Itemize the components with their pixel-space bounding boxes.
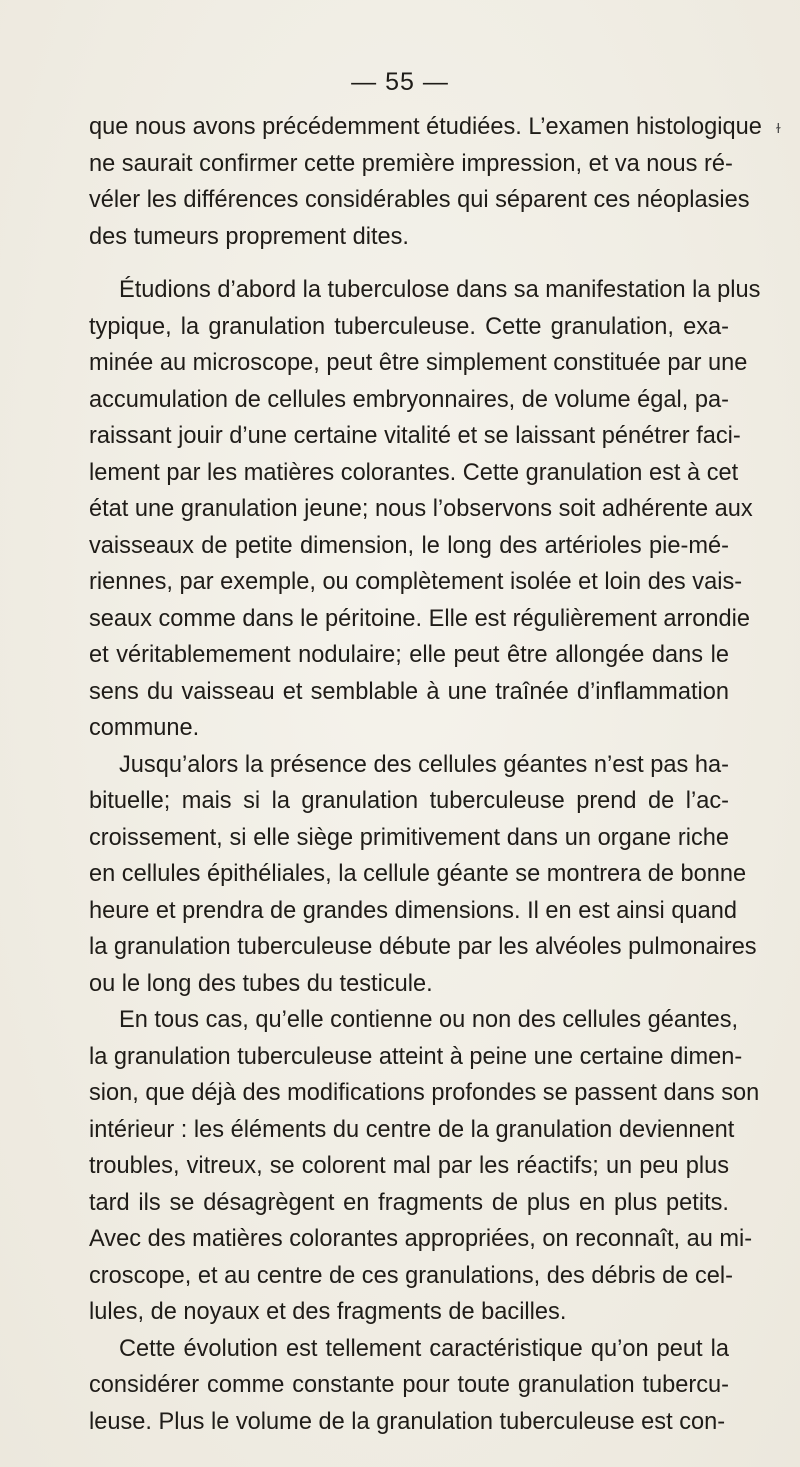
text-line: heure et prendra de grandes dimensions. Il en est ainsi quand xyxy=(89,897,737,924)
text-line: véler les différences considérables qui séparent ces néoplasies xyxy=(89,187,750,213)
text-line: la granulation tuberculeuse débute par les alvéoles pulmonaires xyxy=(89,934,757,960)
text-line: vaisseaux de petite dimension, le long des artérioles pie-mé- xyxy=(89,532,729,559)
text-line: bituelle; mais si la granulation tuberculeuse prend de l’ac- xyxy=(89,788,729,814)
text-line: troubles, vitreux, se colorent mal par les réactifs; un peu plus xyxy=(89,1153,729,1179)
text-line: lement par les matières colorantes. Cette granulation est à cet xyxy=(89,459,739,486)
text-line: En tous cas, qu’elle contienne ou non des cellules géantes, xyxy=(119,1007,739,1033)
margin-mark: ɫ xyxy=(776,120,781,136)
text-line: des tumeurs proprement dites. xyxy=(89,223,409,250)
text-line: lules, de noyaux et des fragments de bacilles. xyxy=(89,1299,567,1325)
text-line: intérieur : les éléments du centre de la granulation deviennent xyxy=(89,1116,735,1143)
text-line: seaux comme dans le péritoine. Elle est régulièrement arrondie xyxy=(89,605,750,632)
text-line: sion, que déjà des modifications profondes se passent dans son xyxy=(89,1080,760,1106)
text-line: que nous avons précédemment étudiées. L’examen histologique xyxy=(89,114,762,140)
paragraph-gap xyxy=(89,255,729,272)
text-line: en cellules épithéliales, la cellule géante se montrera de bonne xyxy=(89,861,747,887)
text-line: Avec des matières colorantes appropriées, on reconnaît, au mi- xyxy=(89,1226,753,1252)
text-line: état une granulation jeune; nous l’observons soit adhérente aux xyxy=(89,496,753,522)
text-line: typique, la granulation tuberculeuse. Cette granulation, exa- xyxy=(89,313,729,340)
text-line: tard ils se désagrègent en fragments de plus en plus petits. xyxy=(89,1189,729,1216)
text-line: ne saurait confirmer cette première impression, et va nous ré- xyxy=(89,150,733,177)
text-line: et véritablemement nodulaire; elle peut être allongée dans le xyxy=(89,642,729,668)
text-line: accumulation de cellules embryonnaires, de volume égal, pa- xyxy=(89,386,730,413)
body-text xyxy=(89,109,762,1440)
text-line: minée au microscope, peut être simplement constituée par une xyxy=(89,350,748,376)
text-line: riennes, par exemple, ou complètement isolée et loin des vais- xyxy=(89,569,743,595)
text-line: commune. xyxy=(89,715,200,741)
text-line: considérer comme constante pour toute granulation tubercu- xyxy=(89,1372,729,1398)
text-line: Cette évolution est tellement caractéristique qu’on peut la xyxy=(119,1335,729,1362)
text-line: leuse. Plus le volume de la granulation tuberculeuse est con- xyxy=(89,1408,726,1435)
text-line: sens du vaisseau et semblable à une traînée d’inflammation xyxy=(89,678,729,705)
page-number-header: — 55 — xyxy=(351,68,449,96)
text-line: croissement, si elle siège primitivement dans un organe riche xyxy=(89,824,729,851)
text-line: la granulation tuberculeuse atteint à peine une certaine dimen- xyxy=(89,1043,743,1070)
text-line: ou le long des tubes du testicule. xyxy=(89,970,433,997)
text-line: Étudions d’abord la tuberculose dans sa manifestation la plus xyxy=(119,277,761,303)
text-line: croscope, et au centre de ces granulations, des débris de cel- xyxy=(89,1262,733,1289)
text-line: Jusqu’alors la présence des cellules géantes n’est pas ha- xyxy=(119,751,729,778)
text-line: raissant jouir d’une certaine vitalité et se laissant pénétrer faci- xyxy=(89,423,741,449)
